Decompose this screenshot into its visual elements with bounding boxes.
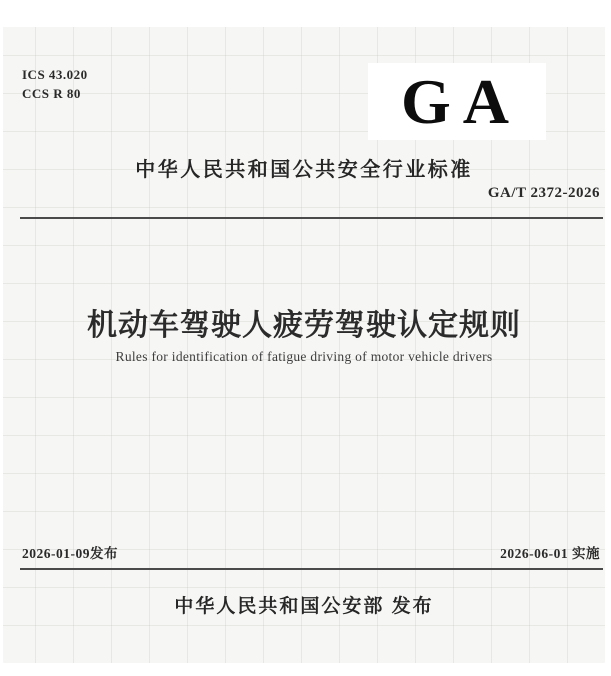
implementation-date: 2026-06-01 实施 xyxy=(500,546,600,561)
publisher-line: 中华人民共和国公安部 发布 xyxy=(174,596,434,617)
classification-codes xyxy=(22,65,88,103)
ga-logo: GA xyxy=(401,65,521,137)
ga-logo-box xyxy=(368,63,546,140)
ics-code: ICS 43.020 xyxy=(22,67,88,82)
standard-number: GA/T 2372-2026 xyxy=(487,185,600,201)
ccs-code: CCS R 80 xyxy=(22,86,81,101)
document-title-chinese: 机动车驾驶人疲劳驾驶认定规则 xyxy=(87,309,521,342)
standard-category-heading: 中华人民共和国公共安全行业标准 xyxy=(135,159,473,181)
paper-sheet xyxy=(3,27,605,663)
date-row xyxy=(22,542,600,562)
top-divider-line xyxy=(20,217,603,219)
issue-date: 2026-01-09发布 xyxy=(22,546,118,561)
document-title-english: Rules for identification of fatigue driving of motor vehicle drivers xyxy=(115,349,493,364)
bottom-divider-line xyxy=(20,568,603,570)
